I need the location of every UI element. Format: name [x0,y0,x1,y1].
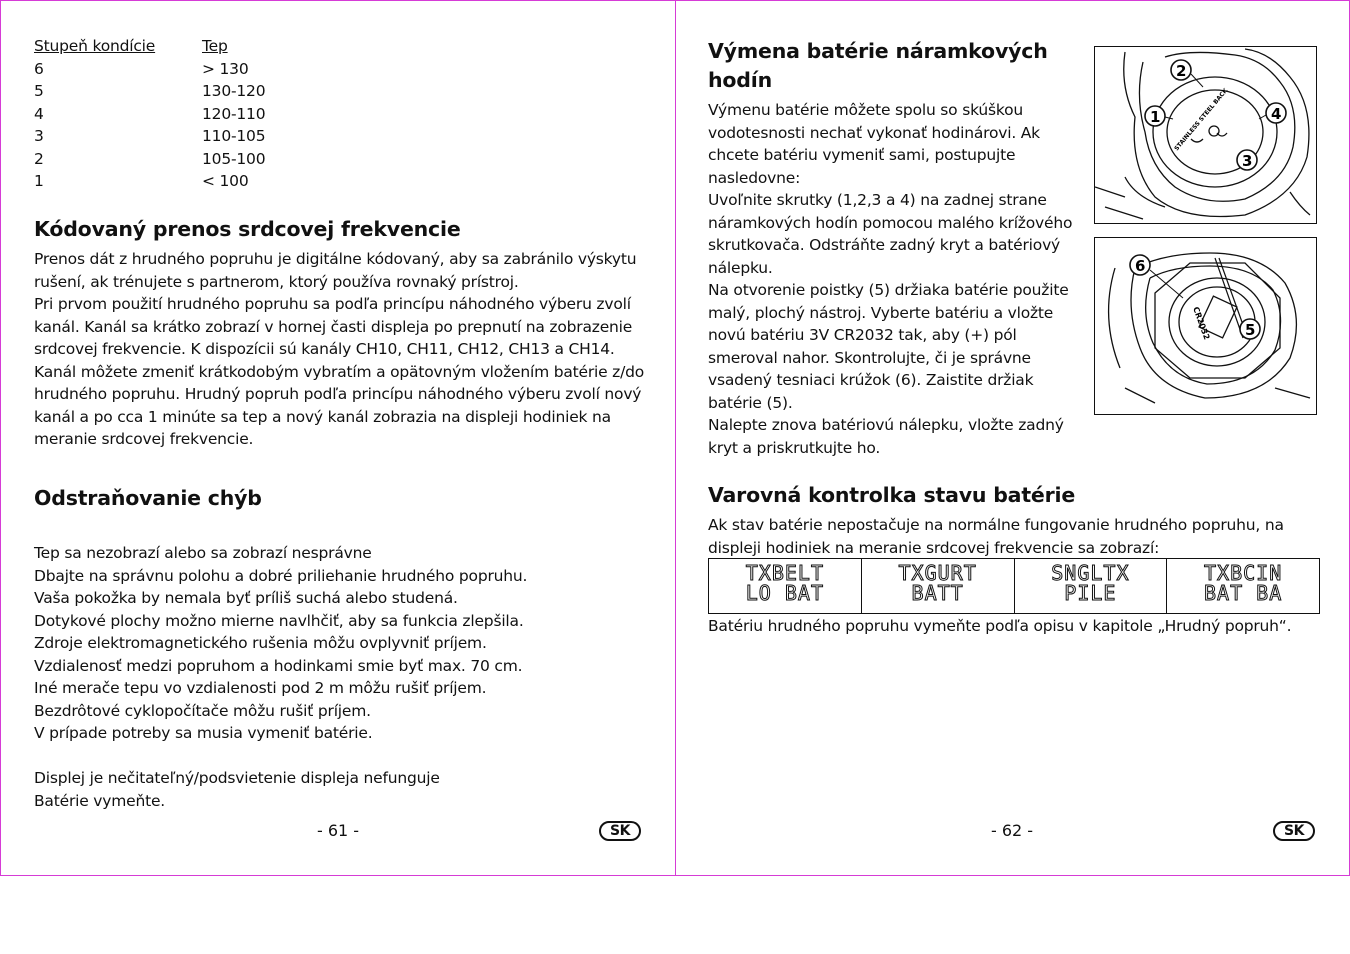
subsection-title: Displej je nečitateľný/podsvietenie displeja nefunguje [34,769,440,787]
text-line: Dbajte na správnu polohu a dobré priliehanie hrudného popruhu. [34,566,528,585]
text-line: Zdroje elektromagnetického rušenia môžu ovplyvniť príjem. [34,634,487,652]
lcd-warning-table [708,558,1320,614]
lcd-line: TXBCIN [1204,561,1283,585]
table-row [34,125,265,148]
battery-compartment-illustration [1095,238,1316,414]
text-line: Pri prvom použití hrudného popruhu sa podľa princípu náhodného výberu zvolí [34,295,631,313]
marker-2: 2 [1176,62,1187,80]
text-line: Nalepte znova batériovú nálepku, vložte zadný [708,416,1064,434]
text-line: Prenos dát z hrudného popruhu je digitálne kódovaný, aby sa zabránilo výskytu [34,250,637,268]
marker-6: 6 [1135,257,1146,275]
text-line: kanál. Kanál sa krátko zobrazí v hornej časti displeja po prepnutí na zobrazenie [34,317,633,336]
text-line: nálepku. [708,258,773,277]
table-cell: 1 [34,172,44,190]
lcd-line: BAT BA [1204,581,1283,605]
page-number: - 62 - [991,821,1034,840]
table-cell: 105-100 [202,149,266,168]
text-line: hrudného popruhu. Hrudný popruh podľa princípu náhodného výberu zvolí nový [34,385,642,403]
lcd-line: BATT [911,581,964,605]
lcd-line: PILE [1064,581,1117,605]
left-page [0,0,676,876]
subsection-title: Tep sa nezobrazí alebo sa zobrazí nesprávne [34,544,372,562]
table-header [34,35,265,58]
table-row [34,148,265,171]
page-number: - 61 - [317,821,360,840]
battery-label: CR2032 [1191,305,1212,341]
text-line: náramkových hodín pomocou malého krížového [708,213,1073,232]
marker-4: 4 [1271,105,1282,123]
lcd-cell [1015,559,1168,613]
text-line: batérie (5). [708,393,793,412]
battery-warning-body [708,514,1284,559]
text-line: vsadený tesniaci krúžok (6). Zaistite držiak [708,371,1034,389]
lcd-cell [1167,559,1319,613]
text-line: Vaša pokožka by nemala byť príliš suchá alebo studená. [34,589,458,607]
watch-back-illustration [1095,47,1316,223]
text-line: malý, plochý nástroj. Vyberte batériu a vložte [708,303,1054,322]
battery-replace-note: Batériu hrudného popruhu vymeňte podľa opisu v kapitole „Hrudný popruh“. [708,617,1292,635]
text-line: Na otvorenie poistky (5) držiaka batérie použite [708,281,1069,299]
text-line: Výmenu batérie môžete spolu so skúškou [708,101,1024,119]
spacer [34,745,527,768]
table-row [34,58,265,81]
text-line: Iné merače tepu vo vzdialenosti pod 2 m môžu rušiť príjem. [34,679,487,697]
figure-watch-back [1094,46,1317,224]
table-cell: 6 [34,59,44,78]
fitness-table [34,35,265,193]
table-row [34,80,265,103]
figure-battery-compartment [1094,237,1317,415]
table-header-pulse: Tep [202,37,228,55]
lcd-line: TXGURT [898,561,977,585]
table-row [34,103,265,126]
table-cell: < 100 [202,172,249,190]
table-cell: 2 [34,149,44,168]
table-cell: 130-120 [202,82,266,100]
table-cell: 3 [34,127,44,145]
text-line: Uvoľnite skrutky (1,2,3 a 4) na zadnej strane [708,191,1047,209]
text-line: Kanál môžete zmeniť krátkodobým vybratím a opätovným vložením batérie z/do [34,362,645,381]
title-line: Výmena batérie náramkových [708,39,1048,63]
text-line: vodotesnosti nechať vykonať hodinárovi. Ak [708,123,1040,142]
table-cell: 110-105 [202,127,266,145]
text-line: chcete batériu vymeniť sami, postupujte [708,146,1016,164]
text-line: displeji hodiniek na meranie srdcovej frekvencie sa zobrazí: [708,538,1160,557]
table-row [34,170,265,193]
section-title-coded-transmission: Kódovaný prenos srdcovej frekvencie [34,217,461,241]
battery-change-body [708,99,1072,459]
title-line: hodín [708,67,772,92]
engraving-text: STAINLESS STEEL BACK [1173,87,1230,153]
text-line: Ak stav batérie nepostačuje na normálne fungovanie hrudného popruhu, na [708,516,1284,534]
section-title-battery-warning: Varovná kontrolka stavu batérie [708,483,1076,507]
text-line: Vzdialenosť medzi popruhom a hodinkami smie byť max. 70 cm. [34,656,523,675]
table-cell: 4 [34,104,44,123]
text-line: novú batériu 3V CR2032 tak, aby (+) pól [708,326,1017,344]
section-title-troubleshooting: Odstraňovanie chýb [34,486,262,510]
language-badge: SK [1273,821,1315,841]
marker-3: 3 [1242,152,1253,170]
marker-1: 1 [1150,108,1161,126]
language-badge: SK [599,821,641,841]
lcd-cell [709,559,862,613]
text-line: nasledovne: [708,168,801,187]
section-title-battery-change [708,37,1048,94]
lcd-line: LO BAT [745,581,824,605]
text-line: kanál a po cca 1 minúte sa tep a nový kanál zobrazia na displeji hodiniek na [34,407,611,426]
table-cell: 5 [34,82,44,100]
text-line: kryt a priskrutkujte ho. [708,438,881,457]
text-line: meranie srdcovej frekvencie. [34,430,254,448]
right-page [675,0,1350,876]
lcd-line: TXBELT [745,561,824,585]
text-line: Batérie vymeňte. [34,791,166,810]
marker-5: 5 [1245,321,1256,339]
text-line: srdcovej frekvencie. K dispozícii sú kanály CH10, CH11, CH12, CH13 a CH14. [34,340,615,358]
lcd-cell [862,559,1015,613]
troubleshooting-body [34,542,527,812]
text-line: skrutkovača. Odstráňte zadný kryt a batériový [708,236,1061,254]
text-line: Bezdrôtové cyklopočítače môžu rušiť príjem. [34,701,371,720]
text-line: Dotykové plochy možno mierne navlhčiť, aby sa funkcia zlepšila. [34,611,524,630]
text-line: V prípade potreby sa musia vymeniť batérie. [34,724,373,742]
text-line: rušení, ak trénujete s partnerom, ktorý používa rovnaký prístroj. [34,272,519,291]
section-body-coded-transmission [34,248,644,451]
table-header-level: Stupeň kondície [34,37,156,55]
table-cell: > 130 [202,59,249,78]
text-line: smeroval nahor. Skontrolujte, či je správne [708,348,1031,367]
table-cell: 120-110 [202,104,266,123]
lcd-line: SNGLTX [1051,561,1130,585]
